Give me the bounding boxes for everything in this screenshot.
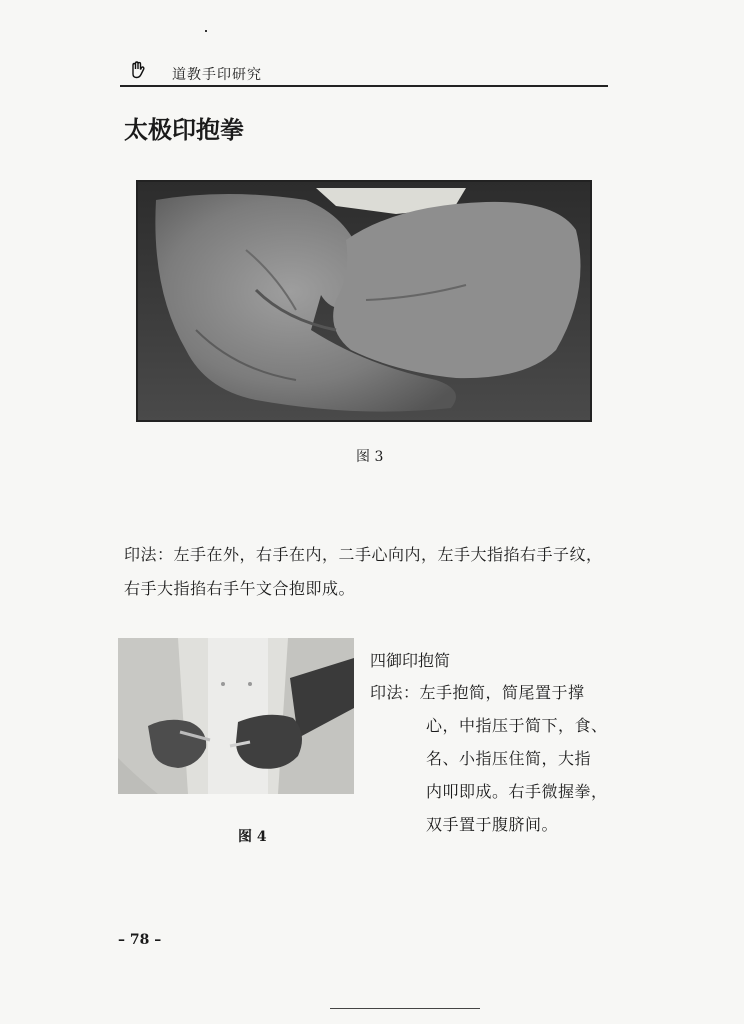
scan-line xyxy=(330,1008,480,1009)
paragraph-line-1: 印法：左手在外，右手在内，二手心向内，左手大指掐右手子纹， xyxy=(124,545,603,564)
subsection-title: 四御印抱简 xyxy=(370,651,451,670)
description-line: 双手置于腹脐间。 xyxy=(426,815,559,834)
figure-4-caption: 图 4 xyxy=(238,829,267,845)
header-rule xyxy=(120,85,608,87)
figure-3-photo xyxy=(136,180,592,422)
figure-3-caption: 图 3 xyxy=(356,449,384,465)
paragraph-line-2: 右手大指掐右手午文合抱即成。 xyxy=(124,579,356,598)
running-header-title: 道教手印研究 xyxy=(172,67,262,83)
page-number: – 78 – xyxy=(118,932,162,948)
scan-mark xyxy=(205,30,207,32)
description-line: 内叩即成。右手微握拳， xyxy=(426,782,608,801)
hand-icon xyxy=(128,60,148,80)
section-title: 太极印抱拳 xyxy=(124,116,244,144)
description-line: 名、小指压住简，大指 xyxy=(426,749,592,768)
description-line: 心，中指压于简下，食、 xyxy=(426,716,608,735)
description-line: 印法：左手抱简，简尾置于撑 xyxy=(370,683,585,702)
figure-4-photo xyxy=(118,638,354,794)
